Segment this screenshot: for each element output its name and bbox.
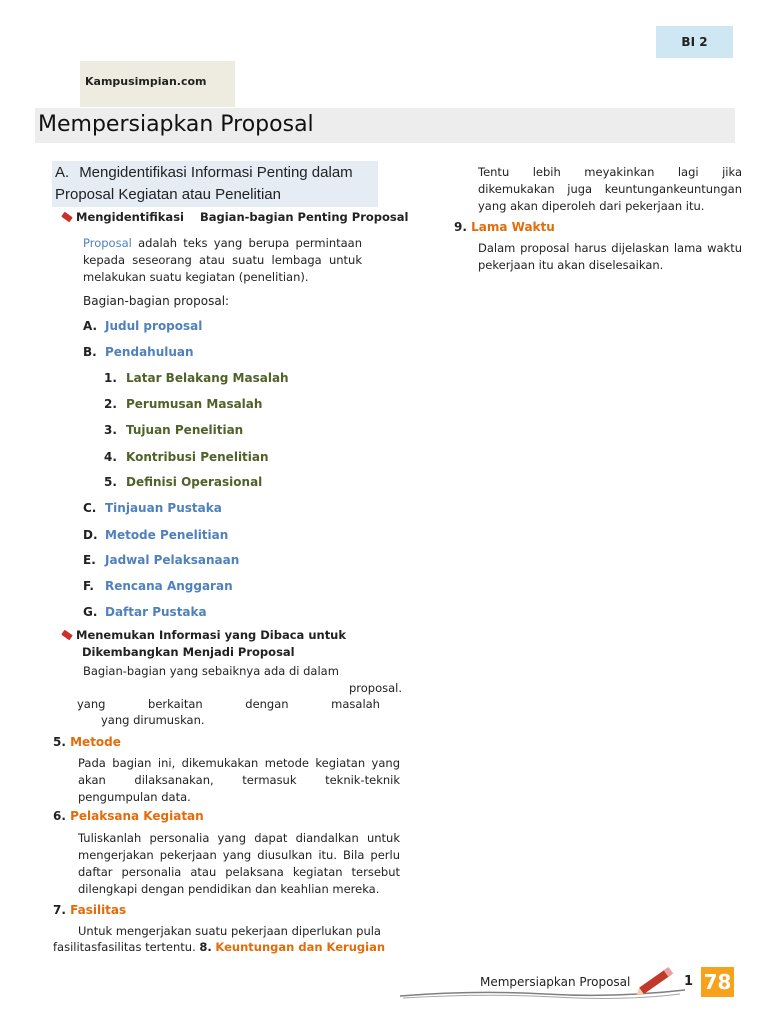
item-title: Keuntungan dan Kerugian bbox=[215, 940, 386, 954]
subheading-find-line2: Dikembangkan Menjadi Proposal bbox=[82, 645, 295, 659]
list-item bbox=[83, 501, 222, 515]
list-label: Daftar Pustaka bbox=[105, 605, 207, 619]
list-label: Rencana Anggaran bbox=[105, 579, 233, 593]
item-pelaksana-text: Tuliskanlah personalia yang dapat diandalkan untuk mengerjakan pekerjaan yang diusulkan itu. Bila perlu daftar personalia atau pelaksana kegiatan tersebut dilengkapi dengan pendidikan dan keahlian mereka. bbox=[78, 831, 400, 896]
item-title: Lama Waktu bbox=[471, 220, 555, 234]
section-a-marker: A. bbox=[55, 164, 70, 181]
sublist-label: Kontribusi Penelitian bbox=[126, 450, 269, 464]
list-label: Tinjauan Pustaka bbox=[105, 501, 222, 515]
list-label: Metode Penelitian bbox=[105, 528, 229, 542]
item-metode-heading bbox=[53, 735, 121, 749]
subheading-identify-right: Bagian-bagian Penting Proposal bbox=[199, 210, 409, 224]
page-number-badge: 78 bbox=[701, 967, 734, 997]
sublist-marker: 5. bbox=[104, 475, 117, 489]
item-metode-text: Pada bagian ini, dikemukakan metode kegiatan yang akan dilaksanakan, termasuk teknik-teknik pengumpulan data. bbox=[78, 756, 400, 804]
sublist-item bbox=[104, 397, 262, 411]
section2-line4: yang dirumuskan. bbox=[101, 713, 205, 727]
sublist-label: Definisi Operasional bbox=[126, 475, 263, 489]
list-label: Pendahuluan bbox=[105, 345, 194, 359]
word: dengan bbox=[245, 697, 289, 711]
list-item bbox=[83, 528, 228, 542]
item-title: Pelaksana Kegiatan bbox=[70, 809, 204, 823]
item-number: 6. bbox=[53, 809, 66, 823]
list-label: Judul proposal bbox=[105, 319, 203, 333]
item-pelaksana-heading bbox=[53, 809, 204, 823]
sublist-item bbox=[104, 371, 289, 385]
section-a-heading bbox=[52, 161, 378, 207]
parts-intro: Bagian-bagian proposal: bbox=[83, 294, 230, 308]
sublist-marker: 2. bbox=[104, 397, 117, 411]
sublist-label: Latar Belakang Masalah bbox=[126, 371, 289, 385]
fasilitas-text: fasilitasfasilitas tertentu. bbox=[53, 940, 196, 954]
proposal-term: Proposal bbox=[83, 236, 132, 250]
pencil-icon bbox=[61, 212, 73, 223]
word: masalah bbox=[331, 697, 380, 711]
list-marker: G. bbox=[83, 605, 98, 619]
subject-badge: BI 2 bbox=[656, 26, 733, 58]
item-fasilitas-text2 bbox=[53, 940, 385, 954]
list-marker: C. bbox=[83, 501, 97, 515]
section2-line3 bbox=[77, 697, 380, 711]
item-title: Metode bbox=[70, 735, 121, 749]
item-lama-heading bbox=[454, 220, 555, 234]
sublist-marker: 4. bbox=[104, 450, 117, 464]
site-label: Kampusimpian.com bbox=[80, 61, 235, 107]
intro-paragraph bbox=[83, 235, 362, 286]
pencil-icon bbox=[632, 960, 682, 1000]
word: berkaitan bbox=[148, 697, 203, 711]
list-item bbox=[83, 605, 207, 619]
section-a-text: Mengidentifikasi Informasi Penting dalam Proposal Kegiatan atau Penelitian bbox=[55, 164, 353, 203]
sublist-item bbox=[104, 475, 262, 489]
subheading-find bbox=[62, 627, 346, 661]
sublist-label: Tujuan Penelitian bbox=[126, 423, 244, 437]
item-fasilitas-text1: Untuk mengerjakan suatu pekerjaan diperlukan pula bbox=[78, 924, 381, 938]
subheading-identify bbox=[62, 210, 408, 224]
footer-title: Mempersiapkan Proposal bbox=[480, 975, 631, 989]
list-item bbox=[83, 553, 239, 567]
item-number: 5. bbox=[53, 735, 66, 749]
list-item bbox=[83, 579, 233, 593]
list-marker: E. bbox=[83, 553, 96, 567]
sublist-marker: 3. bbox=[104, 423, 117, 437]
list-marker: A. bbox=[83, 319, 98, 333]
subheading-find-line1: Menemukan Informasi yang Dibaca untuk bbox=[76, 628, 347, 642]
item-number: 9. bbox=[454, 220, 467, 234]
item-lama-text: Dalam proposal harus dijelaskan lama waktu pekerjaan itu akan diselesaikan. bbox=[478, 241, 742, 272]
sublist-label: Perumusan Masalah bbox=[126, 397, 263, 411]
sublist-item bbox=[104, 423, 243, 437]
item-number: 8. bbox=[199, 940, 212, 954]
item-title: Fasilitas bbox=[70, 903, 127, 917]
page-title: Mempersiapkan Proposal bbox=[35, 108, 735, 143]
list-item bbox=[83, 319, 202, 333]
footer-number: 1 bbox=[684, 974, 694, 989]
pencil-icon bbox=[61, 630, 73, 641]
list-label: Jadwal Pelaksanaan bbox=[105, 553, 240, 567]
section2-line1: Bagian-bagian yang sebaiknya ada di dalam bbox=[83, 664, 339, 678]
intro-text: adalah teks yang berupa permintaan kepada seseorang atau suatu lembaga untuk melakukan suatu kegiatan (penelitian). bbox=[83, 236, 363, 284]
list-item bbox=[83, 345, 194, 359]
list-marker: B. bbox=[83, 345, 97, 359]
sublist-item bbox=[104, 450, 269, 464]
subheading-identify-left: Mengidentifikasi bbox=[76, 210, 184, 224]
list-marker: F. bbox=[83, 579, 94, 593]
word: yang bbox=[77, 697, 106, 711]
sublist-marker: 1. bbox=[104, 371, 117, 385]
item-number: 7. bbox=[53, 903, 66, 917]
section2-line2: proposal. bbox=[349, 681, 403, 695]
item-fasilitas-heading bbox=[53, 903, 126, 917]
keuntungan-text: Tentu lebih meyakinkan lagi jika dikemukakan juga keuntungankeuntungan yang akan diperoleh dari pekerjaan itu. bbox=[478, 165, 742, 213]
list-marker: D. bbox=[83, 528, 98, 542]
